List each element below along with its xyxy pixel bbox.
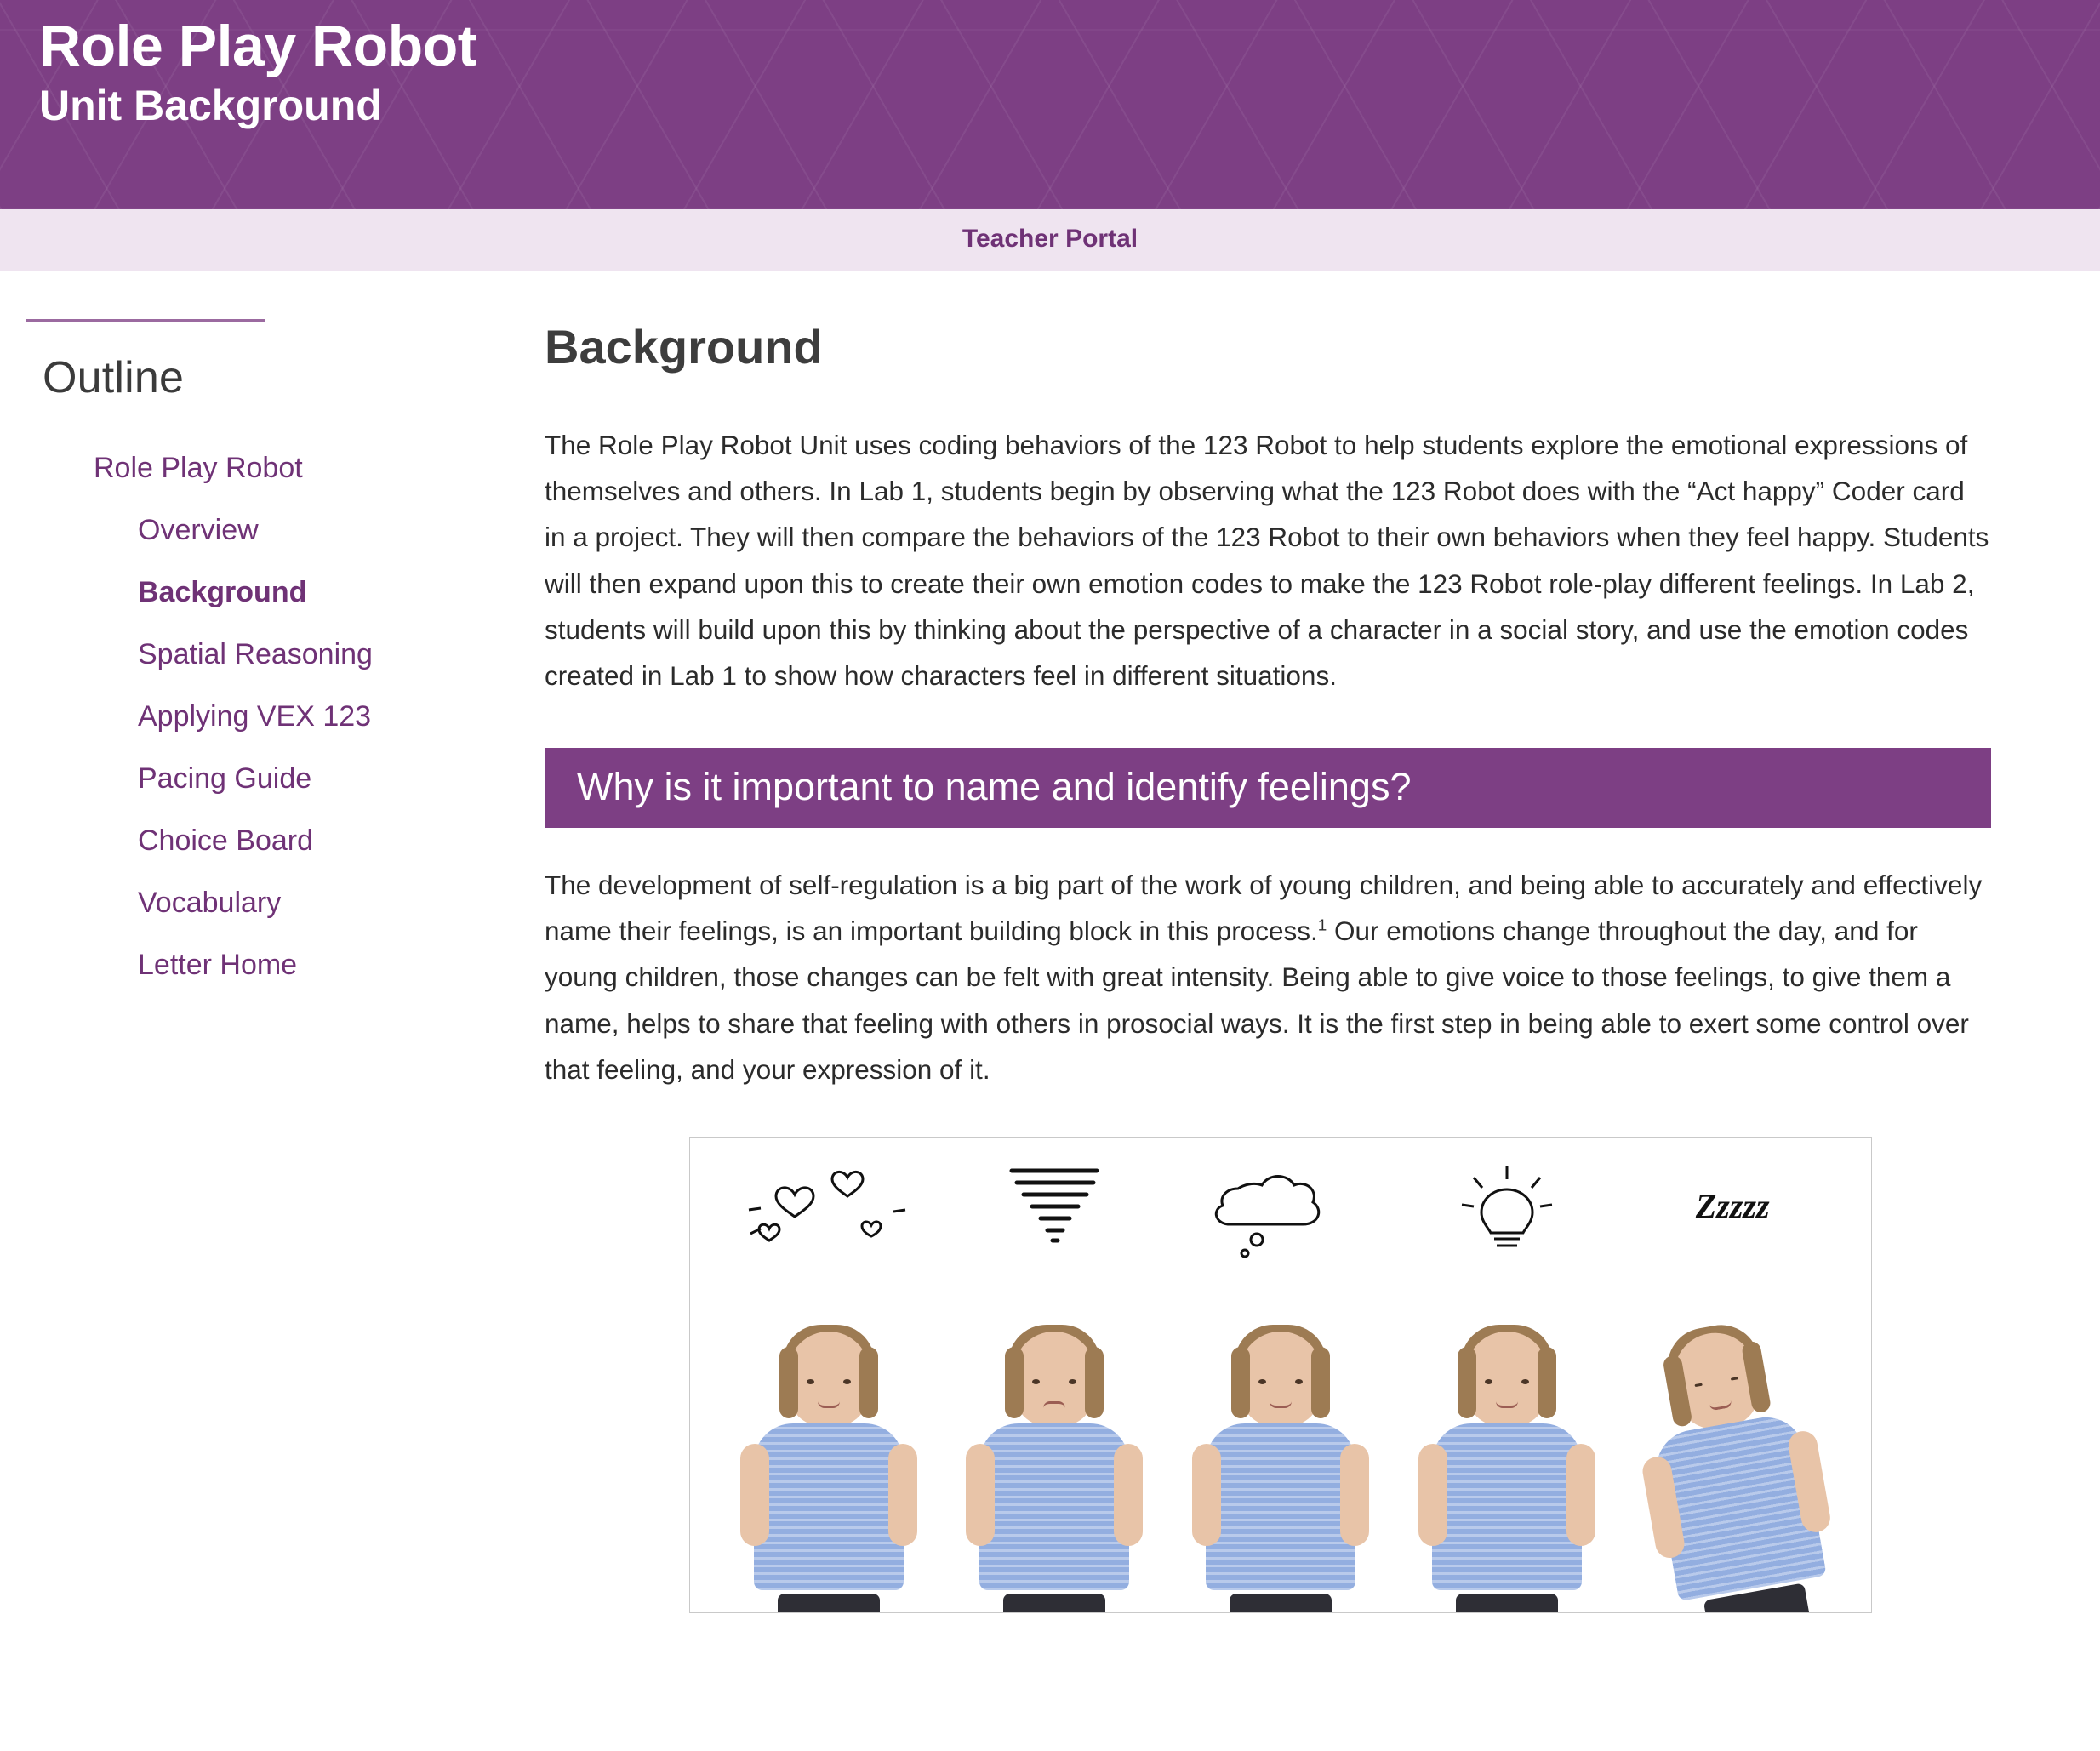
zzz-text: Zzzzz xyxy=(1695,1187,1770,1226)
section-paragraph-part1: The development of self-regulation is a big part of the work of young children, and being able to accurately and effectively name their feelings, is an important building block in this process. xyxy=(545,870,1983,947)
thought-bubble-icon xyxy=(1187,1151,1374,1262)
sidebar-item-background[interactable]: Background xyxy=(138,576,307,608)
sidebar-item-pacing-guide[interactable]: Pacing Guide xyxy=(138,762,312,795)
page-header xyxy=(0,0,2100,209)
hearts-icon xyxy=(735,1151,922,1262)
intro-paragraph: The Role Play Robot Unit uses coding behaviors of the 123 Robot to help students explore the emotional expressions of themselves and others. In Lab 1, students begin by observing what the 123 Robot does with the “Act happy” Coder card in a project. They will then compare the behaviors of the 123 Robot to their own behaviors when they feel happy. Students will then expand upon this to create their own emotion codes to make the 123 Robot role-play different feelings. In Lab 2, students will build upon this by thinking about the perspective of a character in a social story, and use the emotion codes created in Lab 1 to show how characters feel in different situations. xyxy=(545,430,1989,691)
tornado-scribble-icon xyxy=(961,1151,1148,1262)
zzz-icon xyxy=(1639,1151,1826,1262)
outline-sidebar xyxy=(0,319,545,996)
kid-figure xyxy=(1426,1332,1588,1612)
section-paragraph xyxy=(545,862,1991,1092)
sidebar-item-overview[interactable]: Overview xyxy=(138,514,259,546)
kids-row xyxy=(690,1148,1871,1612)
teacher-portal-label: Teacher Portal xyxy=(962,225,1138,253)
main-content xyxy=(545,319,2059,1613)
page-title: Role Play Robot xyxy=(39,14,476,78)
outline-heading: Outline xyxy=(43,353,185,402)
outline-list xyxy=(12,437,545,996)
kid-figure xyxy=(1629,1320,1836,1613)
kid-sleepy xyxy=(1639,1148,1826,1612)
kid-angry xyxy=(961,1148,1148,1612)
kid-figure xyxy=(973,1332,1135,1612)
sidebar-item-choice-board[interactable]: Choice Board xyxy=(138,824,314,857)
kid-happy xyxy=(735,1148,922,1612)
kid-figure xyxy=(748,1332,910,1612)
emotions-figure xyxy=(689,1137,1872,1613)
kid-figure xyxy=(1200,1332,1361,1612)
sidebar-item-letter-home[interactable]: Letter Home xyxy=(138,949,298,981)
sidebar-item-vocabulary[interactable]: Vocabulary xyxy=(138,887,282,919)
page-subtitle: Unit Background xyxy=(39,82,382,130)
section-paragraph-part2: Our emotions change throughout the day, and for young children, those changes can be felt with great intensity. Being able to give voice to those feelings, to give them a name, helps to share that feeling with others in prosocial ways. It is the first step in being able to exert some control over that feeling, and your expression of it. xyxy=(545,915,1969,1085)
content-heading: Background xyxy=(545,320,823,374)
sidebar-divider xyxy=(26,319,265,322)
sidebar-item-spatial-reasoning[interactable]: Spatial Reasoning xyxy=(138,638,373,670)
sidebar-item-applying-vex-123[interactable]: Applying VEX 123 xyxy=(138,700,372,733)
section-banner: Why is it important to name and identify feelings? xyxy=(545,748,1991,828)
footnote-marker: 1 xyxy=(1317,916,1327,935)
kid-thinking xyxy=(1187,1148,1374,1612)
kid-idea xyxy=(1413,1148,1601,1612)
lightbulb-icon xyxy=(1413,1151,1601,1262)
sidebar-item-role-play-robot[interactable]: Role Play Robot xyxy=(94,452,303,484)
page-body xyxy=(0,271,2100,1613)
teacher-portal-bar[interactable] xyxy=(0,209,2100,271)
